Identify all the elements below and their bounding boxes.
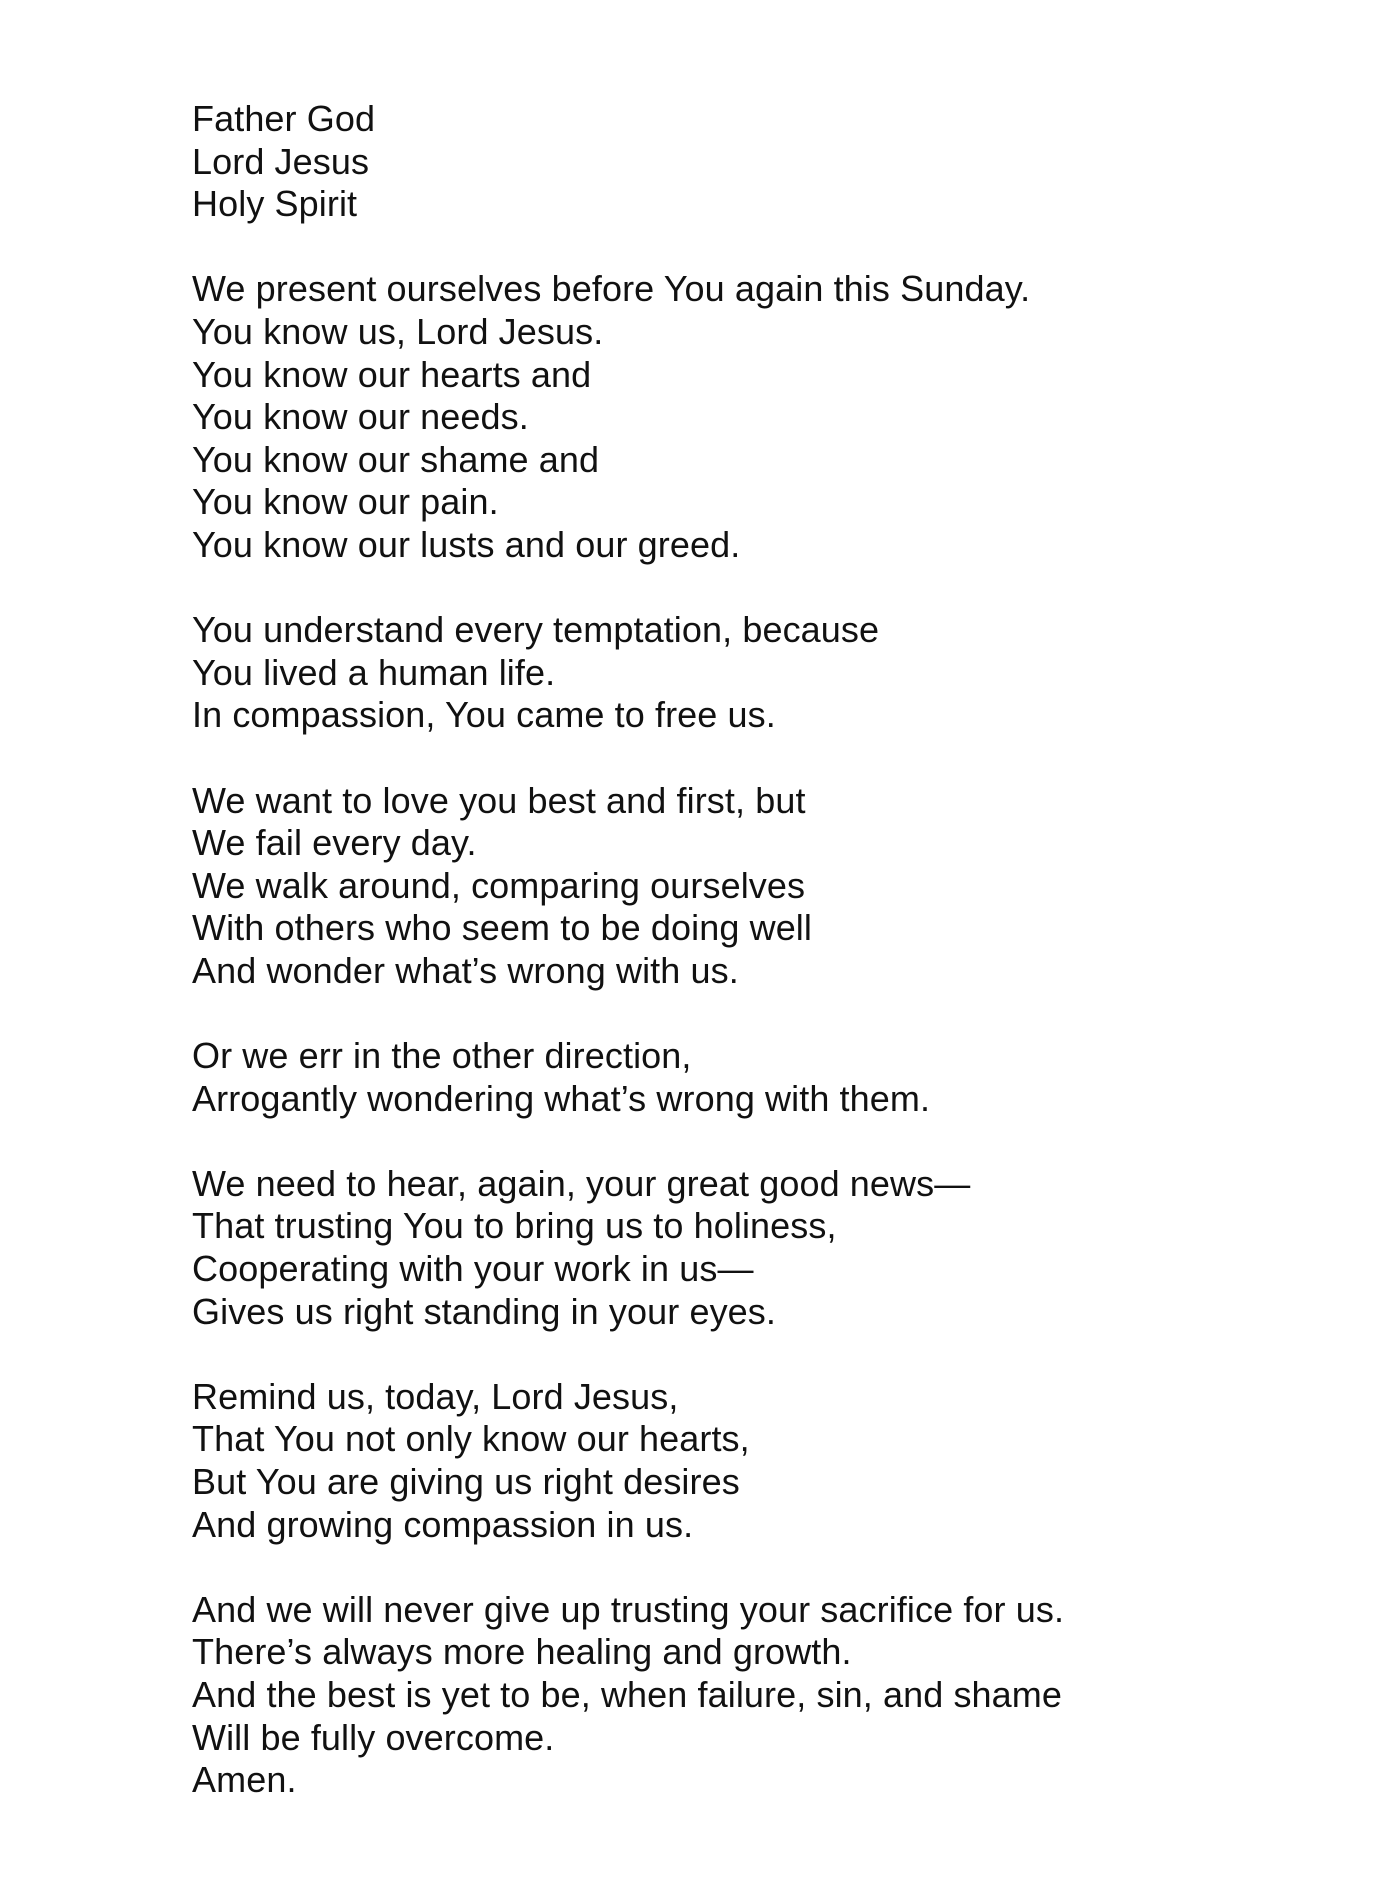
poem-line: Gives us right standing in your eyes. [192, 1290, 776, 1332]
poem-line: And growing compassion in us. [192, 1503, 694, 1545]
poem-line: That You not only know our hearts, [192, 1418, 750, 1460]
poem-line: Arrogantly wondering what’s wrong with them. [192, 1077, 931, 1119]
poem-line: We need to hear, again, your great good news— [192, 1162, 971, 1204]
poem-line: We fail every day. [192, 822, 477, 864]
poem-line: And the best is yet to be, when failure, sin, and shame [192, 1673, 1063, 1715]
poem-line: Amen. [192, 1759, 297, 1801]
stanza-1 [192, 98, 1292, 226]
stanza-3 [192, 609, 1292, 737]
poem-line: We want to love you best and first, but [192, 779, 806, 821]
poem-line: That trusting You to bring us to holiness, [192, 1205, 837, 1247]
poem-line: You know our pain. [192, 481, 499, 523]
poem-line: You know our shame and [192, 438, 600, 480]
poem-line: Holy Spirit [192, 183, 358, 225]
poem-line: But You are giving us right desires [192, 1461, 740, 1502]
stanza-4 [192, 780, 1292, 993]
poem-line: You know us, Lord Jesus. [192, 310, 604, 352]
stanza-6 [192, 1163, 1292, 1333]
poem-line: Will be fully overcome. [192, 1716, 555, 1758]
poem-line: Lord Jesus [192, 140, 370, 182]
poem-line: Remind us, today, Lord Jesus, [192, 1375, 679, 1417]
poem-line: There’s always more healing and growth. [192, 1631, 852, 1673]
poem-line: And wonder what’s wrong with us. [192, 949, 739, 991]
poem-line: You know our needs. [192, 396, 529, 438]
poem-line: You understand every temptation, because [192, 609, 880, 651]
poem-line: And we will never give up trusting your sacrifice for us. [192, 1588, 1065, 1630]
poem-line: You know our lusts and our greed. [192, 523, 741, 565]
stanza-8 [192, 1589, 1292, 1802]
poem-line: We present ourselves before You again this Sunday. [192, 268, 1031, 310]
poem-line: You lived a human life. [192, 651, 556, 693]
prayer-text [192, 98, 1292, 1802]
poem-line: You know our hearts and [192, 353, 592, 395]
stanza-7 [192, 1376, 1292, 1546]
poem-line: With others who seem to be doing well [192, 907, 813, 949]
poem-line: Father God [192, 98, 376, 139]
stanza-2 [192, 268, 1292, 566]
stanza-5 [192, 1035, 1292, 1120]
poem-line: We walk around, comparing ourselves [192, 864, 806, 906]
poem-line: In compassion, You came to free us. [192, 694, 776, 736]
poem-line: Cooperating with your work in us— [192, 1248, 754, 1290]
poem-line: Or we err in the other direction, [192, 1035, 692, 1077]
